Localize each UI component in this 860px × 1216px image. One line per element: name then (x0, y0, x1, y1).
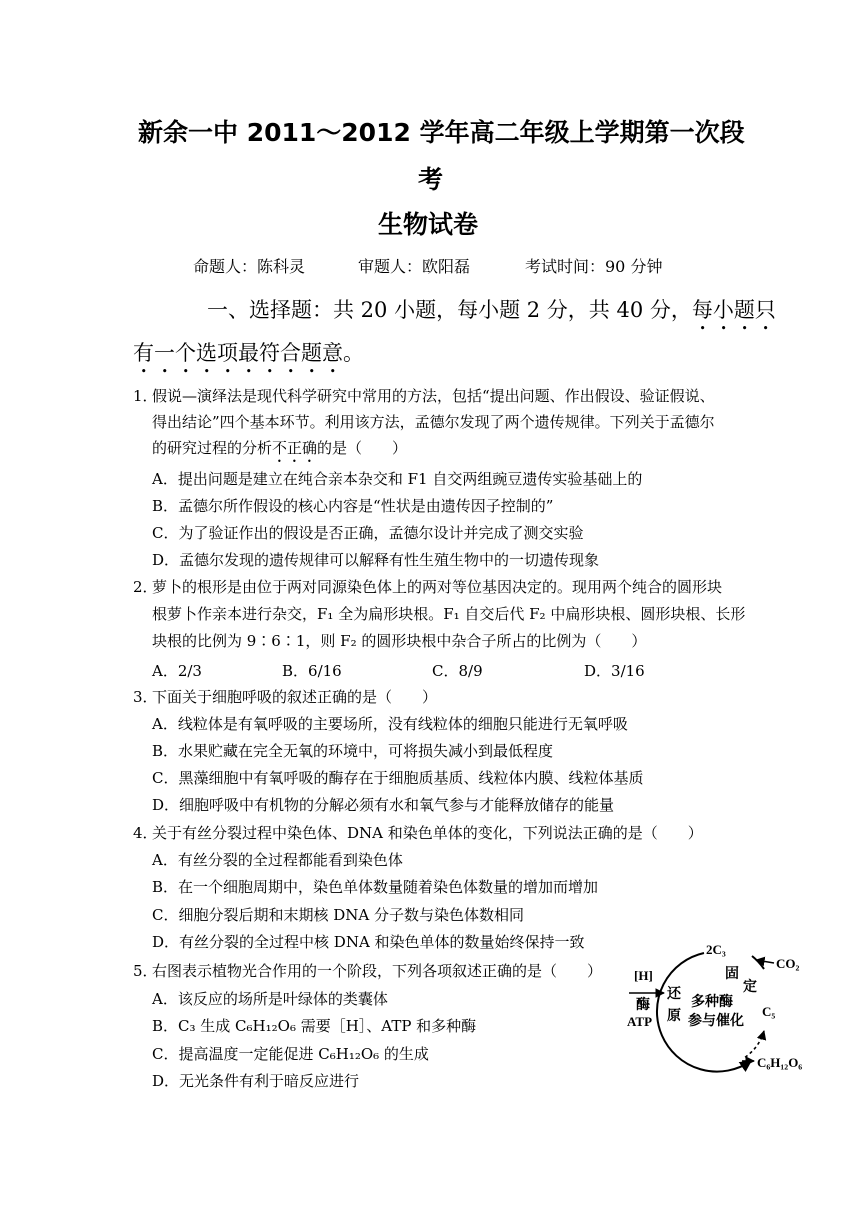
option-d: D．3/16 (584, 662, 645, 680)
option-d: D．孟德尔发现的遗传规律可以解释有性生殖生物中的一切遗传现象 (152, 551, 600, 569)
question-text-line: 萝卜的根形是由位于两对同源染色体上的两对等位基因决定的。现用两个纯合的圆形块 (152, 578, 723, 596)
option-b: B．水果贮藏在完全无氧的环境中，可将损失减小到最低程度 (152, 742, 554, 760)
question-text-line: 假说—演绎法是现代科学研究中常用的方法，包括“提出问题、作出假设、验证假说、 (152, 387, 715, 405)
question-number: 2． (133, 578, 158, 596)
section-heading-emphasis-2: 有一个选项最符合题意 (133, 341, 343, 365)
page-subtitle: 生物试卷 (378, 210, 479, 239)
option-c: C．8/9 (432, 662, 483, 680)
question-number: 1． (133, 387, 158, 405)
label-glucose: C₆H₁₂O₆ (757, 1055, 803, 1070)
question-number: 5． (133, 962, 158, 980)
option-d: D．有丝分裂的全过程中核 DNA 和染色单体的数量始终保持一致 (152, 933, 585, 951)
reviewer-info: 审题人：欧阳磊 (358, 257, 471, 276)
option-a: A．有丝分裂的全过程都能看到染色体 (152, 851, 403, 869)
question-text-line: 的研究过程的分析不正确的是（ ） (152, 439, 408, 457)
label-reduce-2: 原 (667, 1009, 681, 1024)
option-c: C．为了验证作出的假设是否正确，孟德尔设计并完成了测交实验 (152, 524, 584, 542)
cycle-arc-top-right (752, 956, 764, 969)
option-b: B．6/16 (282, 662, 342, 680)
label-atp: ATP (627, 1014, 653, 1029)
option-a: A．2/3 (152, 662, 202, 680)
label-reduce-1: 还 (667, 987, 681, 1002)
question-text-line: 块根的比例为 9∶6∶1，则 F₂ 的圆形块根中杂合子所占的比例为（ ） (152, 632, 647, 650)
question-text-line: 下面关于细胞呼吸的叙述正确的是（ ） (152, 688, 438, 706)
dashed-arrow (744, 1031, 764, 1058)
label-2c3: 2C₃ (706, 942, 726, 957)
option-a: A．该反应的场所是叶绿体的类囊体 (152, 990, 388, 1008)
label-fix-2: 定 (743, 980, 757, 995)
label-enzyme: 酶 (636, 998, 650, 1013)
question-number: 4． (133, 824, 158, 842)
section-heading-text: 一、选择题：共 20 小题，每小题 2 分，共 40 分， (207, 298, 692, 322)
label-center-2: 参与催化 (688, 1014, 744, 1029)
label-fix-1: 固 (725, 967, 739, 982)
emphasis-not-correct: 不正确 (272, 439, 318, 457)
option-c: C．黑藻细胞中有氧呼吸的酶存在于细胞质基质、线粒体内膜、线粒体基质 (152, 769, 644, 787)
author-info: 命题人：陈科灵 (193, 257, 306, 276)
label-center-1: 多种酶 (691, 995, 733, 1010)
option-a: A．提出问题是建立在纯合亲本杂交和 F1 自交两组豌豆遗传实验基础上的 (152, 470, 643, 488)
label-co2: CO₂ (776, 956, 800, 971)
page-title-line2: 考 (418, 165, 444, 194)
option-b: B．孟德尔所作假设的核心内容是“性状是由遗传因子控制的” (152, 497, 554, 515)
question-text-line: 关于有丝分裂过程中染色体、DNA 和染色单体的变化，下列说法正确的是（ ） (152, 824, 703, 842)
option-c: C．提高温度一定能促进 C₆H₁₂O₆ 的生成 (152, 1045, 429, 1063)
section-heading-emphasis: 每小题只 (691, 298, 776, 322)
question-number: 3． (133, 688, 158, 706)
section-heading-end: 。 (343, 341, 364, 365)
label-c5: C₅ (762, 1004, 776, 1019)
question-text-line: 右图表示植物光合作用的一个阶段，下列各项叙述正确的是（ ） (152, 962, 603, 980)
option-d: D．细胞呼吸中有机物的分解必须有水和氧气参与才能释放储存的能量 (152, 796, 615, 814)
option-c: C．细胞分裂后期和末期核 DNA 分子数与染色体数相同 (152, 906, 524, 924)
calvin-cycle-diagram (624, 936, 824, 1076)
option-a: A．线粒体是有氧呼吸的主要场所，没有线粒体的细胞只能进行无氧呼吸 (152, 715, 628, 733)
duration-info: 考试时间：90 分钟 (525, 257, 663, 276)
option-b: B．C₃ 生成 C₆H₁₂O₆ 需要［H］、ATP 和多种酶 (152, 1017, 477, 1035)
option-b: B．在一个细胞周期中，染色单体数量随着染色体数量的增加而增加 (152, 878, 599, 896)
section-heading-line2 (133, 337, 364, 378)
option-d: D．无光条件有利于暗反应进行 (152, 1072, 360, 1090)
page-title-line1: 新余一中 2011～2012 学年高二年级上学期第一次段 (138, 118, 745, 147)
section-heading-line1 (207, 294, 776, 335)
label-h: [H] (634, 968, 653, 983)
question-text-line: 根萝卜作亲本进行杂交，F₁ 全为扁形块根。F₁ 自交后代 F₂ 中扁形块根、圆形块根、长形 (152, 605, 746, 623)
question-text-line: 得出结论”四个基本环节。利用该方法，孟德尔发现了两个遗传规律。下列关于孟德尔 (152, 413, 715, 431)
